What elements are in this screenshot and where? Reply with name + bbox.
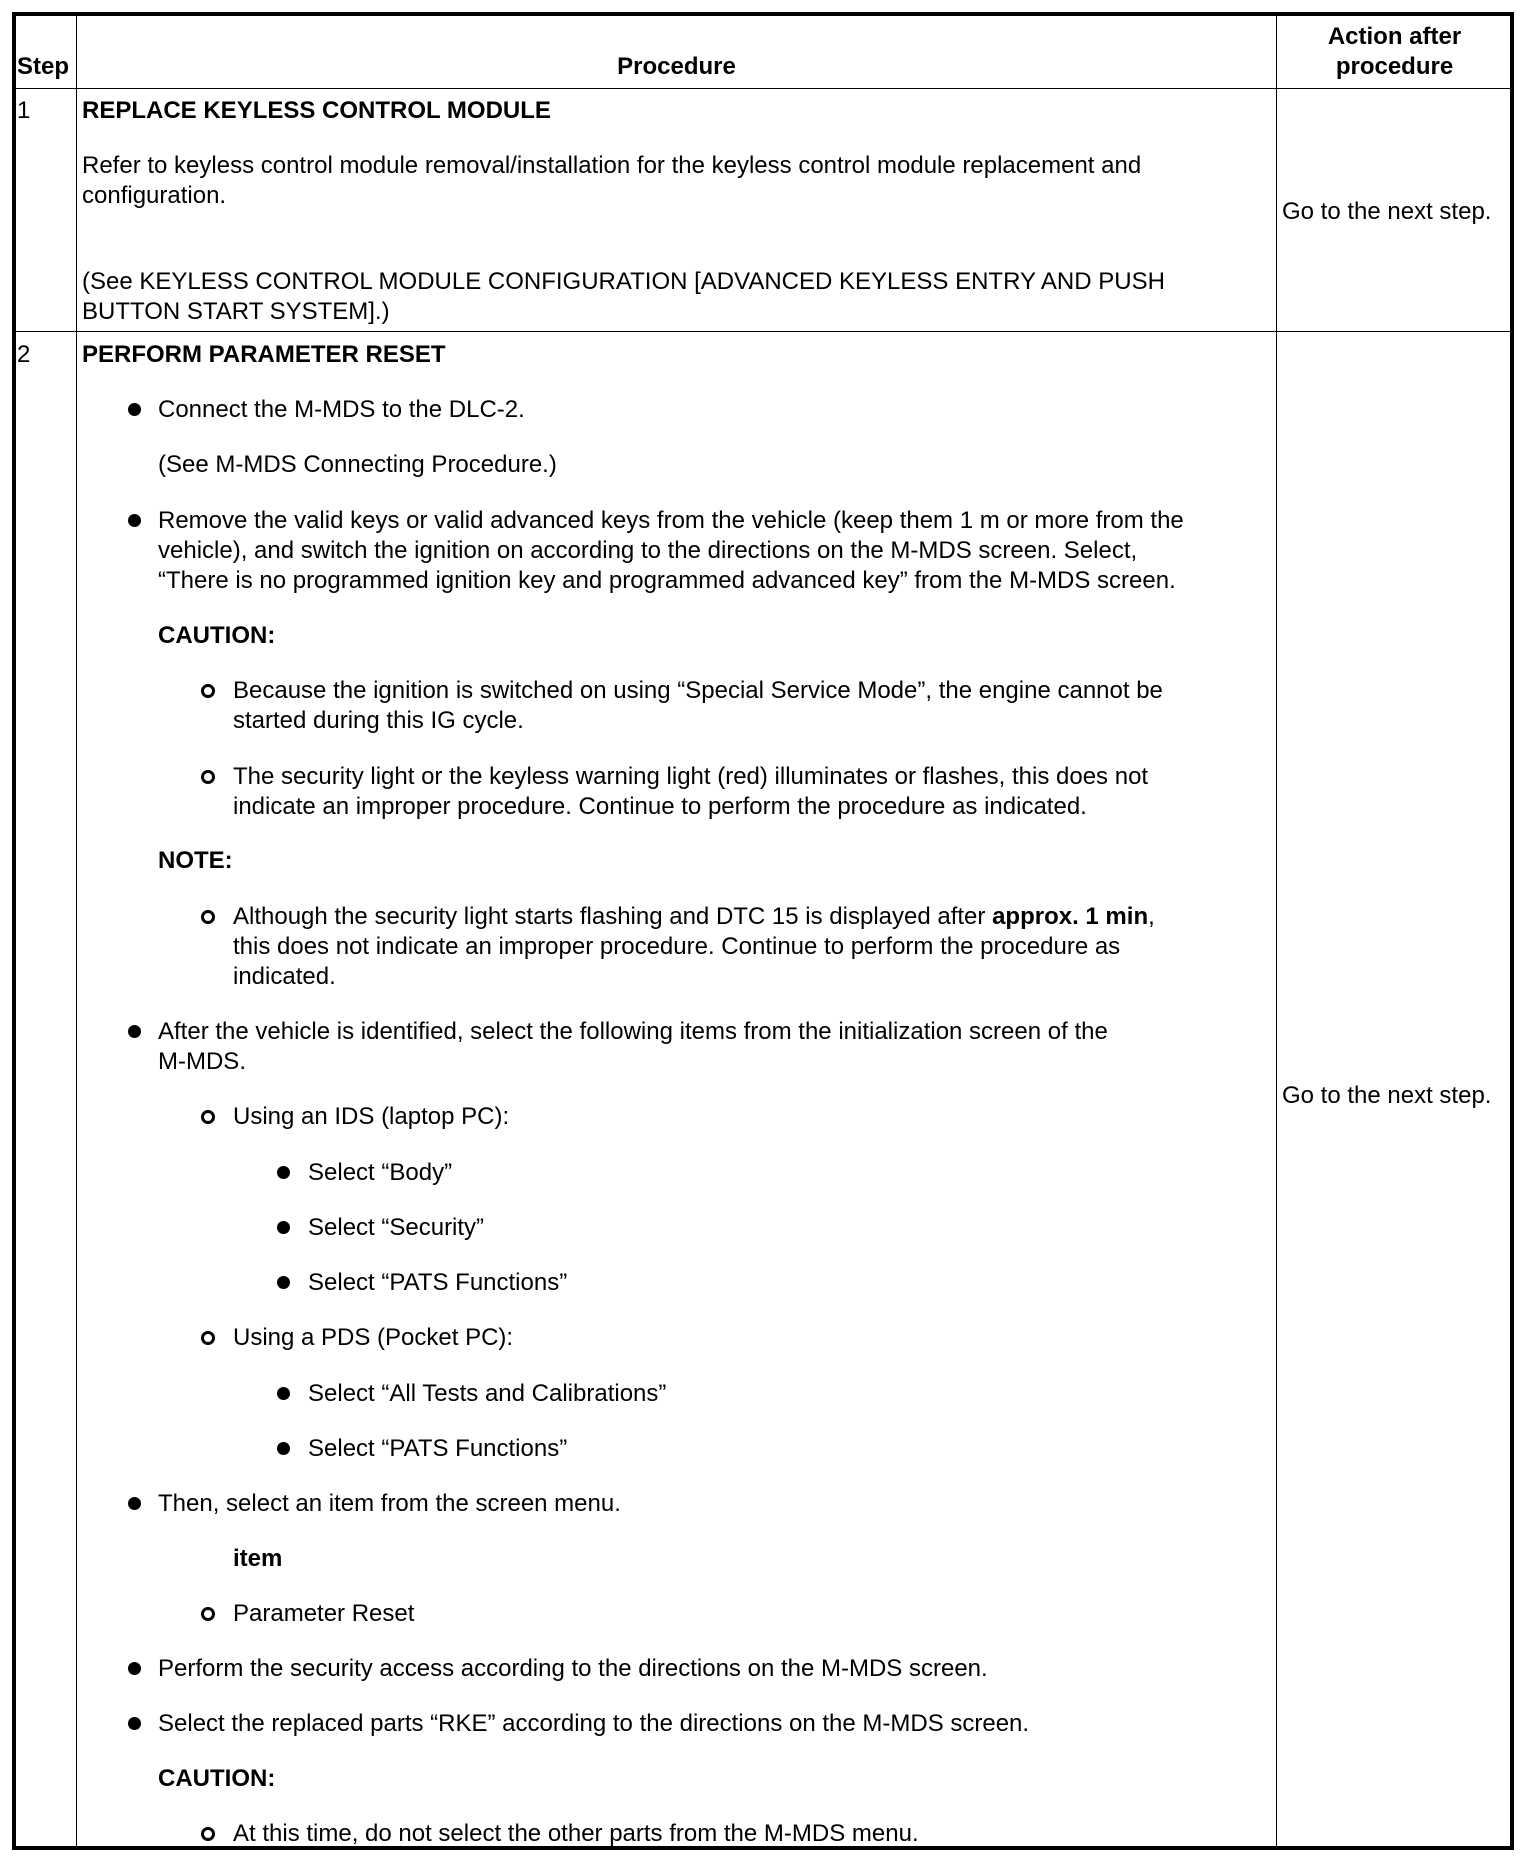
note-text (233, 902, 1155, 932)
bullet-text: Select the replaced parts “RKE” according to the directions on the M-MDS screen. (158, 1710, 1030, 1737)
sub-bullet-text: Using a PDS (Pocket PC): (233, 1324, 514, 1351)
note-text: indicated. (233, 963, 336, 990)
menu-option: Select “PATS Functions” (308, 1269, 568, 1296)
step-title: PERFORM PARAMETER RESET (82, 341, 446, 368)
sub-bullet-icon (201, 1110, 215, 1124)
bullet-icon (128, 1662, 141, 1675)
column-divider-step (76, 14, 77, 1848)
sub-bullet-icon (201, 1827, 215, 1841)
menu-option: Select “Security” (308, 1214, 485, 1241)
header-step: Step (17, 53, 70, 80)
note-text: this does not indicate an improper procedure. Continue to perform the procedure as (233, 933, 1121, 960)
menu-option: Select “Body” (308, 1159, 453, 1186)
caution-label: CAUTION: (158, 1765, 276, 1792)
item-value: Parameter Reset (233, 1600, 415, 1627)
bullet-text: Remove the valid keys or valid advanced keys from the vehicle (keep them 1 m or more from the (158, 507, 1184, 534)
step-text: Refer to keyless control module removal/installation for the keyless control module replacement and (82, 152, 1142, 179)
step-number: 2 (17, 341, 31, 368)
step-number: 1 (17, 97, 31, 124)
bullet-icon (277, 1166, 290, 1179)
header-action-line2: procedure (1335, 53, 1454, 80)
bullet-text: vehicle), and switch the ignition on according to the directions on the M-MDS screen. Select, (158, 537, 1138, 564)
sub-bullet-icon (201, 1607, 215, 1621)
action-text: Go to the next step. (1282, 1082, 1492, 1109)
caution-text: At this time, do not select the other parts from the M-MDS menu. (233, 1820, 919, 1847)
reference-link[interactable]: BUTTON START SYSTEM].) (82, 298, 390, 325)
caution-text: started during this IG cycle. (233, 707, 524, 734)
sub-bullet-icon (201, 684, 215, 698)
reference-link[interactable]: (See M-MDS Connecting Procedure.) (158, 451, 557, 478)
bullet-icon (277, 1442, 290, 1455)
bullet-text: Perform the security access according to the directions on the M-MDS screen. (158, 1655, 988, 1682)
note-text-part: Although the security light starts flashing and DTC 15 is displayed after (233, 903, 993, 930)
item-header: item (233, 1545, 283, 1572)
bullet-text: M-MDS. (158, 1048, 246, 1075)
bullet-icon (277, 1276, 290, 1289)
header-divider (14, 88, 1512, 89)
column-divider-action (1276, 14, 1277, 1848)
note-emphasis: approx. 1 min (992, 903, 1149, 930)
row-divider (14, 331, 1512, 332)
step-title: REPLACE KEYLESS CONTROL MODULE (82, 97, 551, 124)
header-action-line1: Action after (1327, 23, 1462, 50)
bullet-icon (128, 1497, 141, 1510)
sub-bullet-text: Using an IDS (laptop PC): (233, 1103, 510, 1130)
bullet-icon (277, 1221, 290, 1234)
bullet-icon (128, 1025, 141, 1038)
reference-link[interactable]: (See KEYLESS CONTROL MODULE CONFIGURATION [ADVANCED KEYLESS ENTRY AND PUSH (82, 268, 1165, 295)
caution-text: indicate an improper procedure. Continue to perform the procedure as indicated. (233, 793, 1087, 820)
bullet-icon (128, 1717, 141, 1730)
bullet-text: Then, select an item from the screen menu. (158, 1490, 621, 1517)
menu-option: Select “PATS Functions” (308, 1435, 568, 1462)
bullet-icon (128, 403, 141, 416)
bullet-text: Connect the M-MDS to the DLC-2. (158, 396, 525, 423)
caution-label: CAUTION: (158, 622, 276, 649)
menu-option: Select “All Tests and Calibrations” (308, 1380, 667, 1407)
step-text: configuration. (82, 182, 227, 209)
caution-text: Because the ignition is switched on using “Special Service Mode”, the engine cannot be (233, 677, 1163, 704)
bullet-text: “There is no programmed ignition key and programmed advanced key” from the M-MDS screen. (158, 567, 1176, 594)
bullet-icon (128, 514, 141, 527)
note-text-part: , (1148, 903, 1155, 930)
action-text: Go to the next step. (1282, 198, 1492, 225)
sub-bullet-icon (201, 1331, 215, 1345)
bullet-text: After the vehicle is identified, select the following items from the initialization screen of the (158, 1018, 1108, 1045)
bullet-icon (277, 1387, 290, 1400)
caution-text: The security light or the keyless warning light (red) illuminates or flashes, this does not (233, 763, 1149, 790)
note-label: NOTE: (158, 847, 233, 874)
sub-bullet-icon (201, 770, 215, 784)
sub-bullet-icon (201, 910, 215, 924)
header-procedure: Procedure (617, 53, 736, 80)
